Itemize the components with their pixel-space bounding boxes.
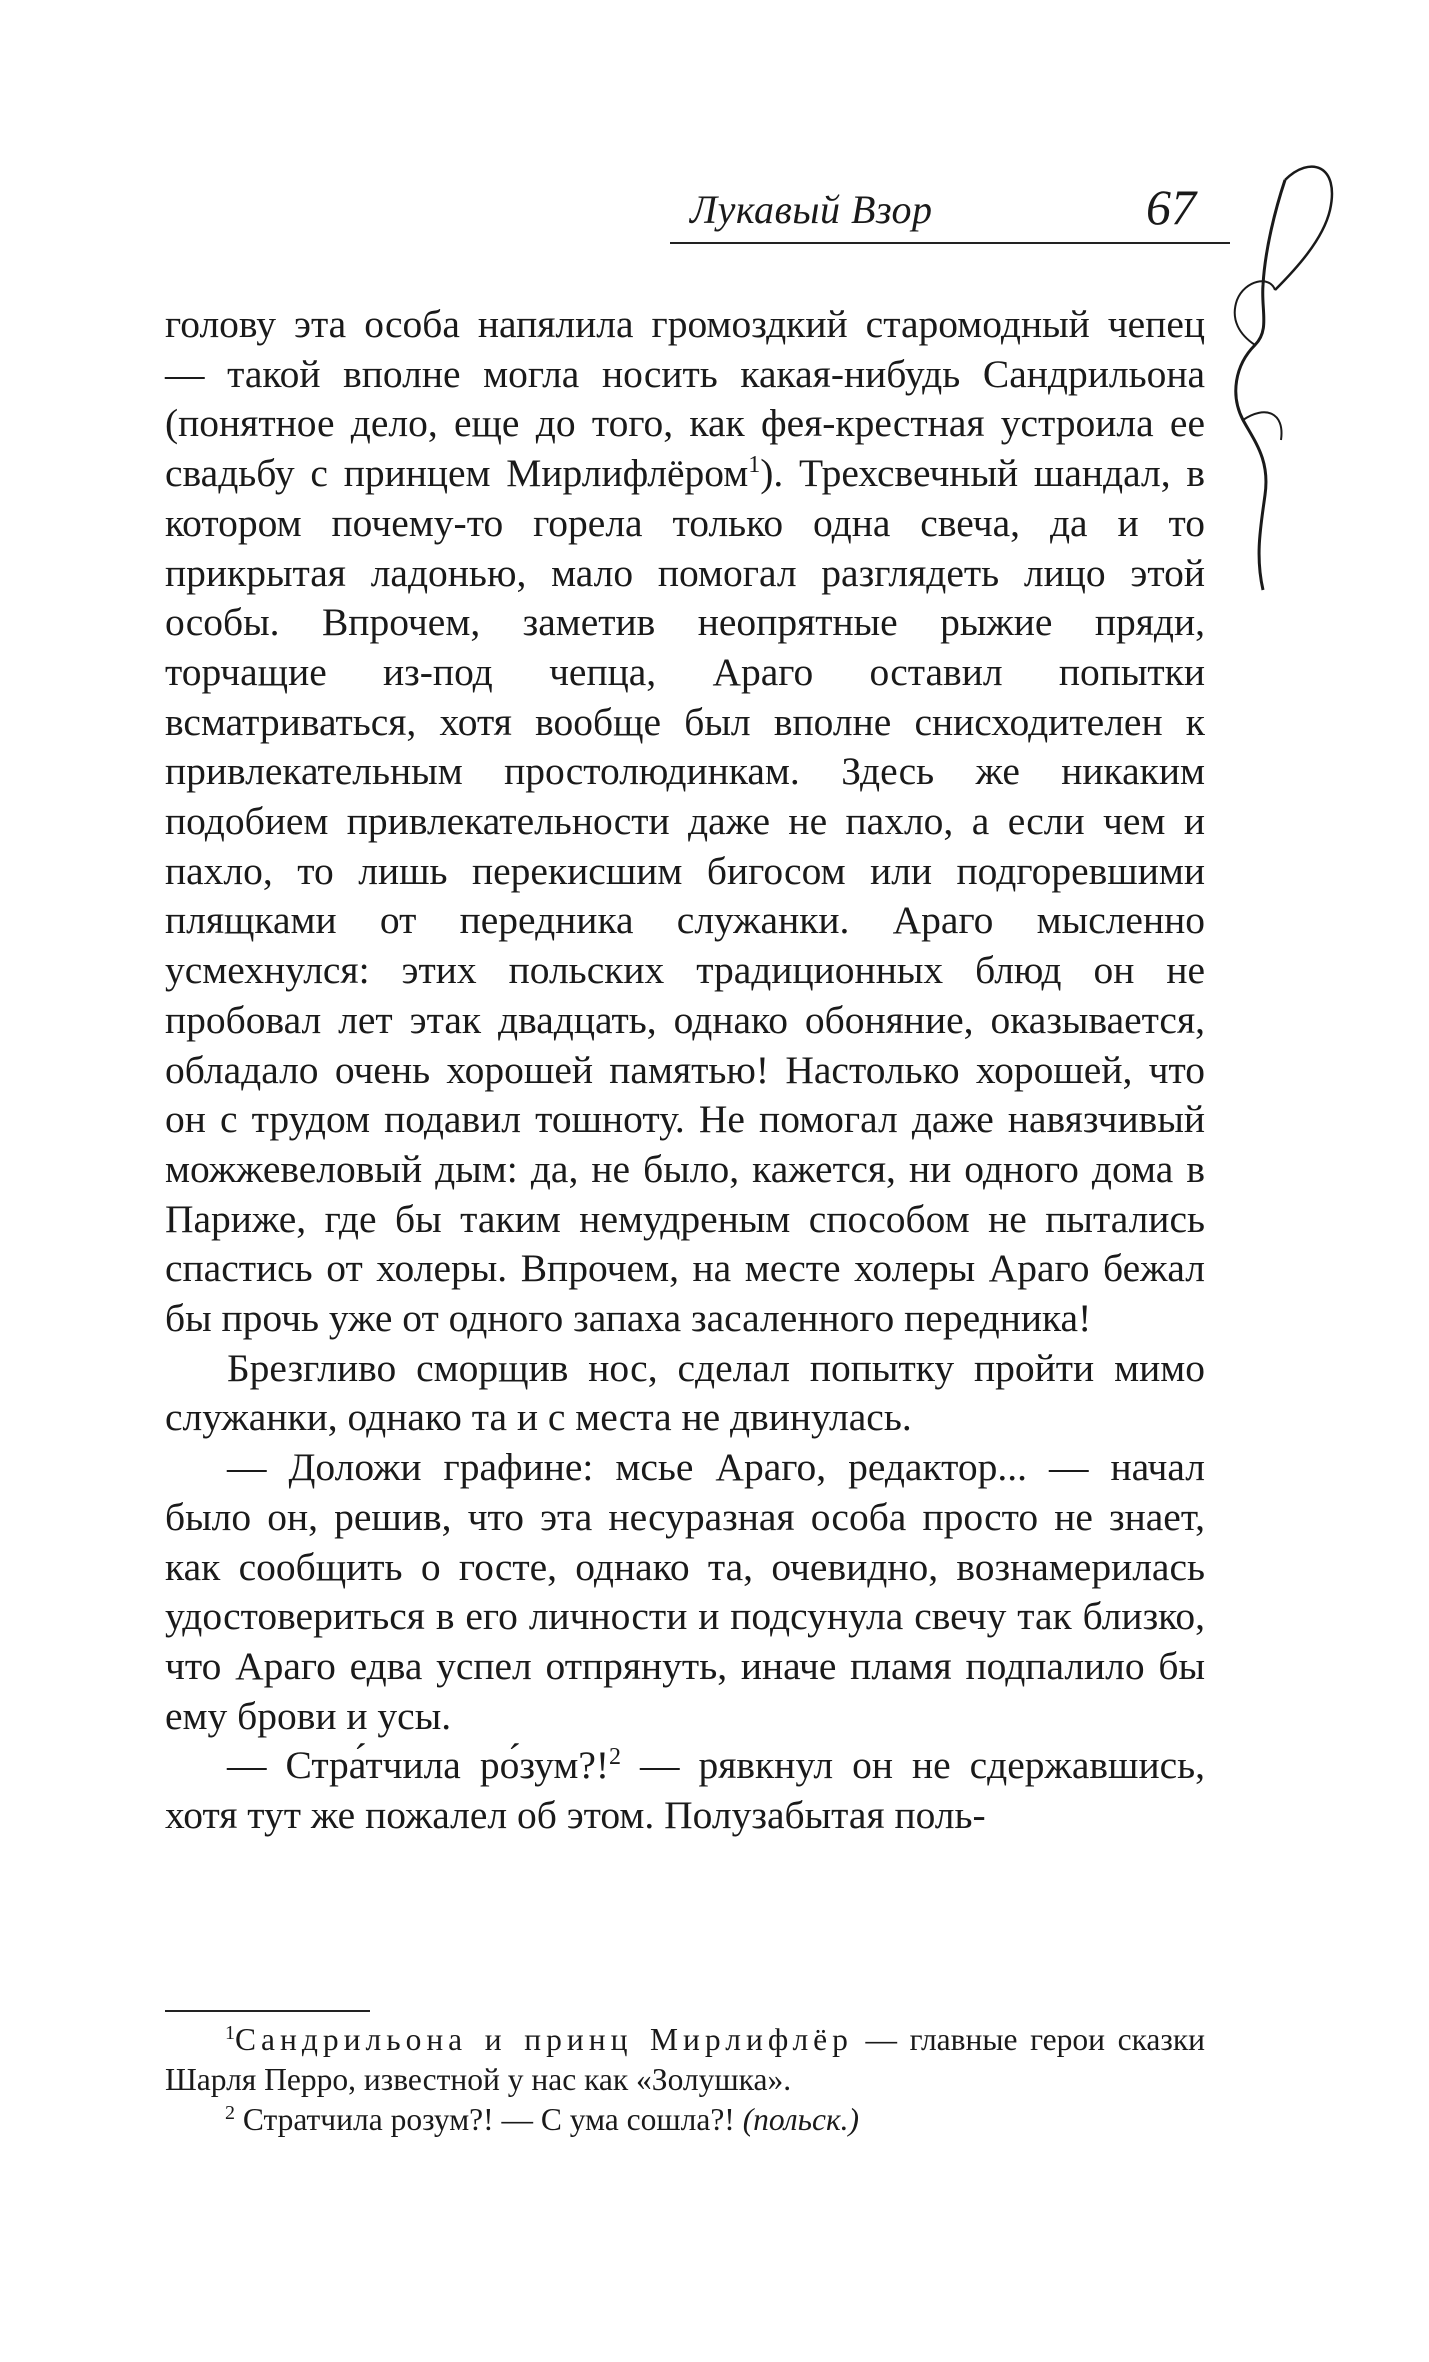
paragraph-text: голову эта особа напялила громоздкий старомодный чепец — такой вполне могла носить какая-нибудь Сандрильона (понятное дело, еще до того, как фея-крестная устроила ее свадьбу с принцем Мирлифлёром <box>165 302 1205 496</box>
footnote-text: — главные герои сказки Шарля Перро, известной у нас как «Золушка». <box>165 2022 1205 2097</box>
paragraph <box>165 1741 1205 1840</box>
footnote <box>165 2020 1205 2100</box>
footnote-rule <box>165 2010 370 2012</box>
footnote <box>165 2100 1205 2140</box>
footnote-language: (польск.) <box>742 2102 860 2137</box>
footnote-number: 1 <box>225 2022 235 2044</box>
footnotes <box>165 2020 1205 2140</box>
header-rule <box>670 242 1230 244</box>
running-title: Лукавый Взор <box>690 187 933 232</box>
footnote-number: 2 <box>225 2102 235 2124</box>
paragraph: — Доложи графине: мсье Араго, редактор... — начал было он, решив, что эта несуразная особа просто не знает, как сообщить о госте, однако та, очевидно, вознамерилась удостовериться в его личности и подсунула свечу так близко, что Араго едва успел отпрянуть, иначе пламя подпалило бы ему брови и усы. <box>165 1445 1205 1738</box>
paragraph: Брезгливо сморщив нос, сделал попытку пройти мимо служанки, однако та и с места не двинулась. <box>165 1345 1205 1440</box>
flourish-ornament-icon <box>1215 150 1345 610</box>
footnote-text: Стратчила розум?! — С ума сошла?! <box>235 2102 743 2137</box>
footnote-term: Сандрильона и принц Мирлифлёр <box>235 2022 853 2057</box>
main-text <box>165 300 1205 1841</box>
footnote-ref: 2 <box>609 1744 622 1771</box>
paragraph-text: — рявкнул он не сдержавшись, хотя тут же пожалел об этом. Полузабытая поль- <box>165 1743 1206 1838</box>
footnote-ref: 1 <box>748 452 761 479</box>
paragraph-text: ). Трехсвечный шандал, в котором почему-то горела только одна свеча, да и то прикрытая ладонью, мало помогал разглядеть лицо этой особы. Впрочем, заметив неопрятные рыжие пряди, торчащие из-под чепца, Араго оставил попытки всматриваться, хотя вообще был вполне снисходителен к привлекательным простолюдинкам. Здесь же никаким подобием привлекательности даже не пахло, а если чем и пахло, то лишь перекисшим бигосом или подгоревшими плящками от передника служанки. Араго мысленно усмехнулся: этих польских традиционных блюд он не пробовал лет этак двадцать, однако обоняние, оказывается, обладало очень хорошей памятью! Настолько хорошей, что он с трудом подавил тошноту. Не помогал даже навязчивый можжевеловый дым: да, не было, кажется, ни одного дома в Париже, где бы таким немудреным способом не пытались спастись от холеры. Впрочем, на месте холеры Араго бежал бы прочь уже от одного запаха засаленного передника! <box>165 451 1205 1341</box>
page-number: 67 <box>1146 179 1196 235</box>
paragraph <box>165 300 1205 1344</box>
paragraph-text: — Стра́тчила ро́зум?! <box>227 1743 610 1788</box>
